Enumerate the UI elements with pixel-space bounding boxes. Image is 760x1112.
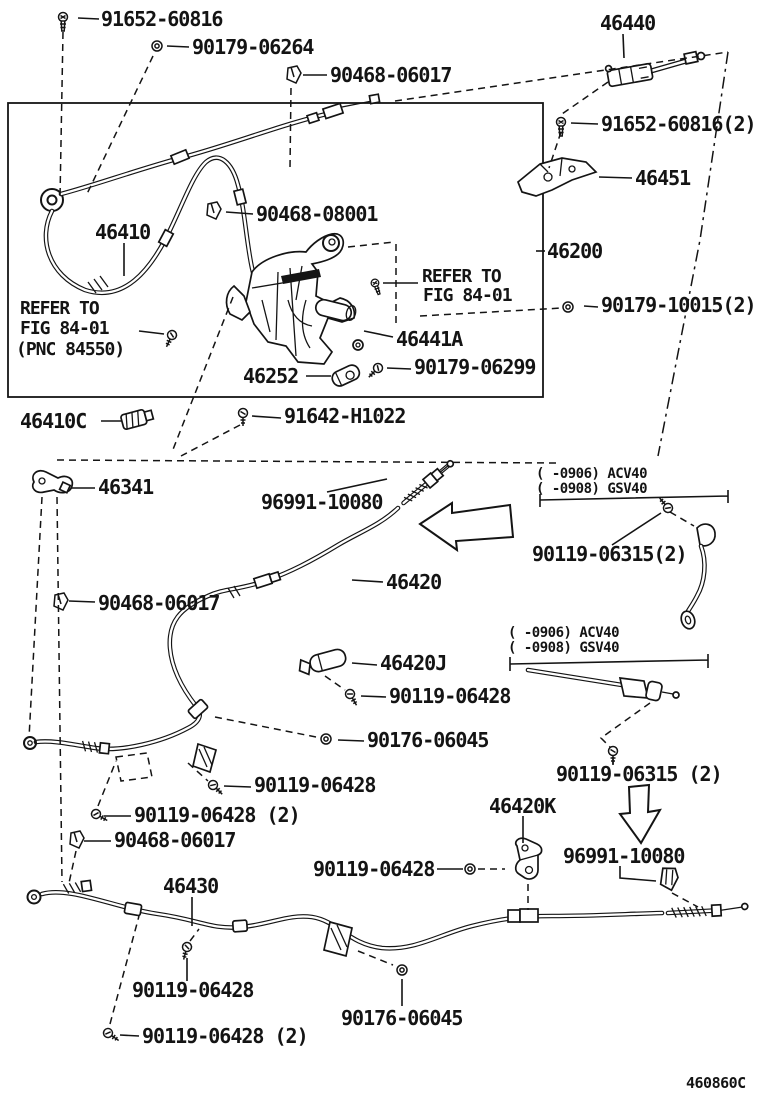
down-arrow [620,785,660,843]
refer-note-1-line1: REFER TO [20,298,99,319]
label-90468-08001: 90468-08001 [256,202,378,226]
label-90119-06428-b: 90119-06428 [254,773,376,797]
clamp-46420j-drawing [297,648,348,677]
label-90176-06045-mid: 90176-06045 [367,728,489,752]
clamp-46341-drawing [33,471,73,493]
label-90176-06045-low: 90176-06045 [341,1006,463,1030]
variant-hook-cable-drawing [679,524,715,630]
label-90468-06017-mid: 90468-06017 [98,591,220,615]
nut-icon [397,965,407,975]
label-91652-60816-2: 91652-60816(2) [601,112,756,136]
label-91642-h1022: 91642-H1022 [284,404,406,428]
bracket-46451-drawing [518,158,596,196]
bolt-icon [162,329,178,349]
variant-rod-drawing [528,670,679,701]
labels [16,7,756,1092]
nut-icon [152,41,162,51]
label-46200: 46200 [547,239,603,263]
label-90468-06017-top: 90468-06017 [330,63,452,87]
rod-46440-drawing [605,52,704,87]
label-90179-10015-2: 90179-10015(2) [601,293,756,317]
clamp-46252-part [330,363,362,388]
label-96991-10080-upper: 96991-10080 [261,490,383,514]
label-90119-06428-f2: 90119-06428 (2) [142,1024,308,1048]
label-90179-06299: 90179-06299 [414,355,536,379]
variant-note-2-line2: ( -0908) GSV40 [508,640,620,656]
cable-46420-drawing [24,508,398,772]
label-90468-06017-low: 90468-06017 [114,828,236,852]
nut-icon [563,302,573,312]
bolt-icon [179,941,192,960]
refer-note-2-line1: REFER TO [422,266,501,287]
label-90119-06428-c2: 90119-06428 (2) [134,803,300,827]
connector-46410c-drawing [120,407,154,430]
nut-icon [321,734,331,744]
label-90179-06264: 90179-06264 [192,35,314,59]
clip-icon [54,593,68,610]
variant-note-1-line2: ( -0908) GSV40 [536,481,648,497]
label-46430: 46430 [163,874,219,898]
label-46341: 46341 [98,475,154,499]
diagram-code: 460860C [686,1074,746,1092]
refer-note-1-line2: FIG 84-01 [20,318,109,339]
label-46252: 46252 [243,364,299,388]
clip-icon [70,831,84,848]
label-90119-06428-e: 90119-06428 [132,978,254,1002]
label-46420j: 46420J [380,651,447,675]
variant-note-2-line1: ( -0906) ACV40 [508,625,620,641]
bolt-icon [366,362,385,381]
label-96991-10080-lower: 96991-10080 [563,844,685,868]
clamp-46420k-drawing [516,838,542,879]
label-46410: 46410 [95,220,151,244]
label-90119-06428-d: 90119-06428 [313,857,435,881]
bolt-icon [102,1027,121,1044]
label-46420k: 46420K [489,794,556,818]
clip-icon [287,66,301,83]
clip-icon [207,202,221,219]
spring-96991-upper-drawing [400,458,456,508]
bolt-icon [344,688,361,708]
refer-note-2-line2: FIG 84-01 [423,285,512,306]
nut-icon [465,864,475,874]
label-90119-06428-a: 90119-06428 [389,684,511,708]
variant-note-1-line1: ( -0906) ACV40 [536,466,648,482]
screw-icon [370,278,383,295]
label-46410c: 46410C [20,409,87,433]
screw-icon [59,13,68,32]
label-90119-06315-upper: 90119-06315(2) [532,542,687,566]
bolt-icon [207,779,226,798]
left-arrow [420,503,513,550]
label-46451: 46451 [635,166,691,190]
refer-note-1-line3: (PNC 84550) [16,339,125,360]
label-46420: 46420 [386,570,442,594]
label-46440: 46440 [600,11,656,35]
clip-96991-lower-part [658,865,680,891]
label-46441a: 46441A [396,327,463,351]
label-91652-60816-top: 91652-60816 [101,7,223,31]
bolt-icon [239,409,248,427]
spring-96991-lower-drawing [668,903,748,918]
label-90119-06315-lower: 90119-06315 (2) [556,762,722,786]
